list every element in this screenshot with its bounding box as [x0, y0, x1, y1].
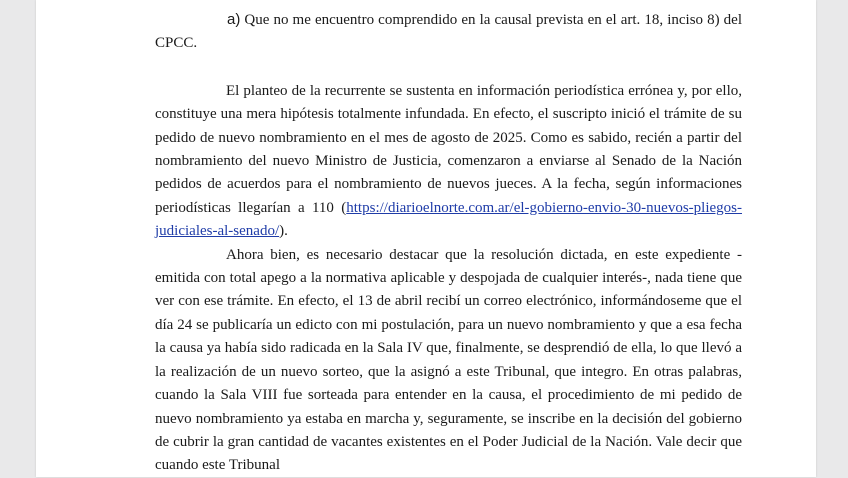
news-link[interactable]: https://diarioelnorte.com.ar/el-gobierno-envio-30-nuevos-pliegos-judiciales-al-senado/ [155, 199, 742, 240]
paragraph-1-text: El planteo de la recurrente se sustenta en información periodística errónea y, por ello, constituye una mera hipótesis totalmente infundada. En efecto, el suscripto inició el trámite de su pedido de nuevo nombramiento en el mes de agosto de 2025. Como es sabido, recién a partir del nombramiento del nuevo Ministro de Justicia, comenzaron a enviarse al Senado de la Nación pedidos de acuerdos para el nombramiento de nuevos jueces. A la fecha, según informaciones periodísticas llegarían a 110 ( [155, 82, 742, 216]
paragraph-gap [155, 56, 742, 80]
paragraph-1-tail: ). [279, 223, 288, 240]
document-page [36, 0, 816, 477]
paragraph-1 [155, 80, 742, 244]
item-a-text: Que no me encuentro comprendido en la causal prevista en el art. 18, inciso 8) del CPCC. [155, 12, 742, 52]
paragraph-2-text: Ahora bien, es necesario destacar que la resolución dictada, en este expediente -emitida con total apego a la normativa aplicable y despojada de cualquier interés-, nada tiene que ver con ese trámite. En efecto, el 13 de abril recibí un correo electrónico, informándoseme que el día 24 se publicaría un edicto con mi postulación, para un nuevo nombramiento y que a esa fecha la causa ya había sido radicada en la Sala IV que, finalmente, se desprendió de ella, lo que llevó a la realización de un nuevo sorteo, que la asignó a este Tribunal, que integro. En otras palabras, cuando la Sala VIII fue sorteada para entender en la causa, el procedimiento de mi pedido de nuevo nombramiento ya estaba en marcha y, seguramente, se inscribe en la decisión del gobierno de cubrir la gran cantidad de vacantes existentes en el Poder Judicial de la Nación. Vale decir que cuando este Tribunal [155, 246, 742, 474]
paragraph-2 [155, 244, 742, 478]
document-body [155, 8, 742, 478]
item-a [155, 8, 742, 56]
item-a-marker: a) [227, 11, 241, 28]
